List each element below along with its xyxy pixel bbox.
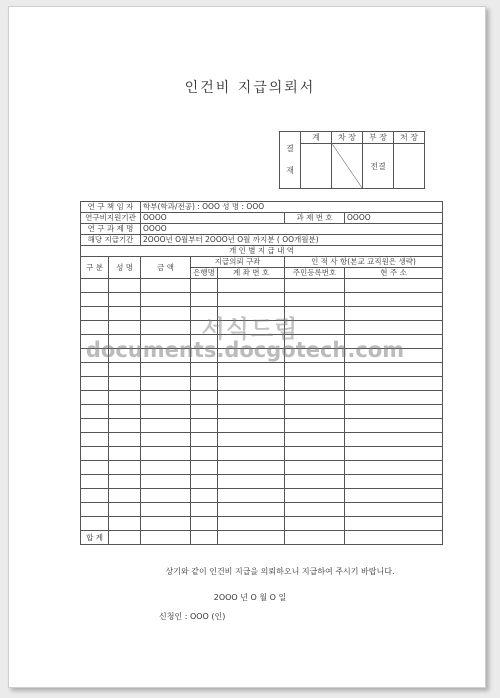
table-row (81, 461, 443, 475)
table-row (81, 377, 443, 391)
total-cell (345, 531, 443, 545)
table-cell (81, 503, 109, 517)
table-cell (109, 503, 141, 517)
table-cell (285, 391, 345, 405)
table-cell (109, 489, 141, 503)
table-cell (81, 391, 109, 405)
table-cell (109, 475, 141, 489)
table-cell (345, 461, 443, 475)
request-text: 상기와 같이 인건비 지급을 의뢰하오니 지급하여 주시기 바랍니다. (165, 567, 395, 576)
table-cell (345, 279, 443, 293)
table-cell (345, 377, 443, 391)
total-cell (191, 531, 218, 545)
table-row (81, 475, 443, 489)
table-cell (109, 433, 141, 447)
table-cell (191, 447, 218, 461)
table-row (81, 419, 443, 433)
watermark-title: 서식드림 (201, 315, 299, 343)
table-cell (141, 377, 191, 391)
table-cell (109, 279, 141, 293)
table-cell (218, 433, 285, 447)
table-cell (141, 293, 191, 307)
table-row (81, 293, 443, 307)
table-cell (191, 475, 218, 489)
col-personal-group: 인 적 사 항(본교 교직원은 생략) (285, 257, 443, 268)
table-cell (345, 405, 443, 419)
col-account-no: 계 좌 번 호 (218, 268, 285, 279)
table-cell (141, 489, 191, 503)
table-cell (285, 433, 345, 447)
table-cell (285, 503, 345, 517)
approval-header: 차 장 (332, 132, 363, 144)
applicant-text: 신청인 : OOO (인) (159, 612, 226, 621)
table-cell (345, 419, 443, 433)
table-row (81, 447, 443, 461)
date-text: 2OOO 년 O 월 O 일 (213, 593, 287, 602)
table-cell (345, 447, 443, 461)
table-cell (81, 279, 109, 293)
table-cell (81, 517, 109, 531)
table-cell (141, 405, 191, 419)
table-cell (191, 405, 218, 419)
table-cell (109, 293, 141, 307)
col-address: 현 주 소 (345, 268, 443, 279)
table-cell (191, 279, 218, 293)
total-cell (285, 531, 345, 545)
table-cell (218, 475, 285, 489)
table-cell (81, 419, 109, 433)
table-cell (218, 489, 285, 503)
table-cell (191, 461, 218, 475)
total-label: 합 계 (81, 531, 109, 545)
table-cell (345, 293, 443, 307)
table-cell (141, 503, 191, 517)
table-cell (345, 517, 443, 531)
table-cell (218, 405, 285, 419)
table-cell (191, 377, 218, 391)
table-cell (191, 391, 218, 405)
table-cell (218, 377, 285, 391)
table-cell (81, 447, 109, 461)
table-row (81, 363, 443, 377)
table-cell (109, 391, 141, 405)
approval-header: 처 장 (394, 132, 425, 144)
approval-cell (301, 144, 332, 189)
table-cell (109, 363, 141, 377)
pi-value: 학부(학과/전공) : OOO 성 명 : OOO (141, 202, 443, 213)
table-cell (345, 475, 443, 489)
table-row (81, 405, 443, 419)
approval-box (279, 131, 425, 189)
table-cell (218, 447, 285, 461)
table-cell (285, 279, 345, 293)
table-cell (285, 377, 345, 391)
total-cell (141, 531, 191, 545)
table-cell (285, 405, 345, 419)
table-cell (191, 517, 218, 531)
watermark-url: documents.docgotech.com (85, 338, 405, 362)
col-account-group: 지급의뢰 구좌 (191, 257, 285, 268)
col-category: 구 분 (81, 257, 109, 279)
table-cell (345, 363, 443, 377)
table-cell (109, 377, 141, 391)
table-cell (191, 419, 218, 433)
project-no-label: 과 제 번 호 (285, 213, 345, 224)
table-row (81, 489, 443, 503)
period-label: 해당 지급기간 (81, 235, 141, 246)
table-cell (141, 419, 191, 433)
table-cell (285, 489, 345, 503)
table-cell (218, 419, 285, 433)
document-title: 인건비 지급의뢰서 (184, 80, 316, 96)
table-cell (345, 503, 443, 517)
table-cell (191, 293, 218, 307)
pi-label: 연 구 책 임 자 (81, 202, 141, 213)
table-cell (285, 475, 345, 489)
table-cell (285, 419, 345, 433)
table-row (81, 517, 443, 531)
table-row (81, 433, 443, 447)
table-cell (191, 363, 218, 377)
project-no-value: OOOO (345, 213, 443, 224)
agency-label: 연구비지원기관 (81, 213, 141, 224)
table-cell (81, 363, 109, 377)
table-cell (285, 447, 345, 461)
request-table (80, 201, 443, 545)
table-cell (285, 293, 345, 307)
table-cell (81, 475, 109, 489)
approval-cell (394, 144, 425, 189)
table-cell (81, 377, 109, 391)
table-cell (345, 489, 443, 503)
approval-header: 부 장 (363, 132, 394, 144)
table-cell (81, 461, 109, 475)
table-cell (218, 517, 285, 531)
table-cell (141, 447, 191, 461)
table-cell (218, 363, 285, 377)
approval-header: 계 (301, 132, 332, 144)
table-cell (81, 433, 109, 447)
table-cell (141, 461, 191, 475)
approval-side-label: 결 재 (280, 132, 301, 189)
table-row (81, 279, 443, 293)
table-cell (81, 293, 109, 307)
table-cell (81, 489, 109, 503)
table-cell (345, 391, 443, 405)
table-cell (109, 461, 141, 475)
table-cell (141, 517, 191, 531)
table-cell (141, 363, 191, 377)
section-title: 개 인 별 지 급 내 역 (81, 246, 443, 257)
table-cell (109, 447, 141, 461)
table-cell (191, 433, 218, 447)
table-cell (191, 503, 218, 517)
col-name: 성 명 (109, 257, 141, 279)
project-title-label: 연 구 과 제 명 (81, 224, 141, 235)
table-row (81, 503, 443, 517)
table-cell (109, 517, 141, 531)
col-bank: 은행명 (191, 268, 218, 279)
table-cell (218, 391, 285, 405)
period-value: 2OOO년 O월부터 2OOO년 O월 까지분 ( OO개월분) (141, 235, 443, 246)
table-cell (218, 279, 285, 293)
approval-cell-stamp: 전결 (363, 144, 394, 189)
total-cell (218, 531, 285, 545)
col-resident-no: 주민등록번호 (285, 268, 345, 279)
total-cell (109, 531, 141, 545)
project-title-value: OOOO (141, 224, 443, 235)
table-cell (141, 279, 191, 293)
table-cell (285, 461, 345, 475)
table-cell (141, 433, 191, 447)
table-cell (191, 489, 218, 503)
table-cell (141, 475, 191, 489)
table-cell (218, 461, 285, 475)
table-cell (109, 405, 141, 419)
table-cell (218, 293, 285, 307)
table-cell (109, 419, 141, 433)
table-row (81, 391, 443, 405)
table-cell (345, 433, 443, 447)
table-cell (81, 405, 109, 419)
approval-cell-crossed (332, 144, 363, 189)
table-cell (285, 517, 345, 531)
col-amount: 금 액 (141, 257, 191, 279)
table-cell (141, 391, 191, 405)
table-cell (218, 503, 285, 517)
table-cell (285, 363, 345, 377)
agency-value: OOOO (141, 213, 285, 224)
